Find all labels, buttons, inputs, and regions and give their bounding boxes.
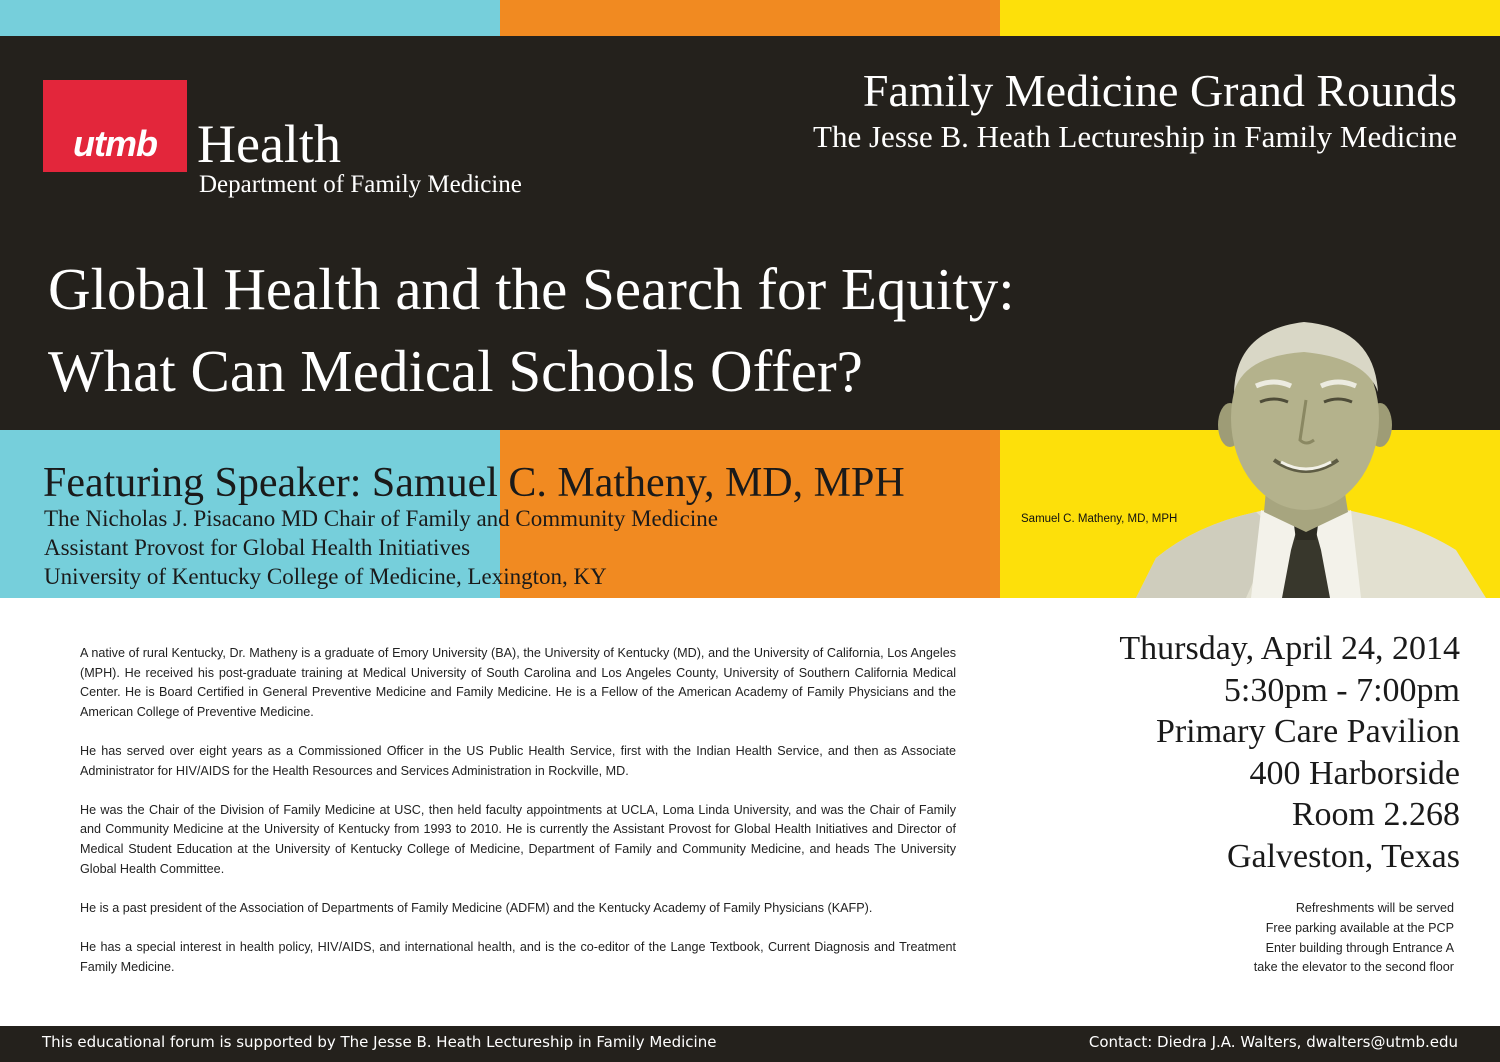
logistics-line: Free parking available at the PCP — [1265, 920, 1454, 935]
event-venue: Primary Care Pavilion — [1155, 713, 1460, 750]
logistics-line: Refreshments will be served — [1295, 901, 1454, 915]
department-name: Department of Family Medicine — [199, 171, 522, 198]
speaker-title-line: Assistant Provost for Global Health Initiatives — [44, 535, 471, 560]
utmb-logo — [43, 80, 187, 172]
footer-contact: Contact: Diedra J.A. Walters, dwalters@utmb.edu — [1088, 1033, 1458, 1051]
photo-caption: Samuel C. Matheny, MD, MPH — [1021, 513, 1178, 525]
event-time: 5:30pm - 7:00pm — [1223, 671, 1460, 709]
talk-title-line-2: What Can Medical Schools Offer? — [48, 338, 863, 404]
logistics-line: take the elevator to the second floor — [1253, 960, 1454, 975]
logistics-notes — [1254, 899, 1454, 978]
bio-paragraph: He has served over eight years as a Commissioned Officer in the US Public Health Service, first with the Indian Health Service, and then as Associate Administrator for HIV/AIDS for the Health Resources and Services Administration in Rockville, MD. — [80, 743, 956, 778]
series-subtitle: The Jesse B. Heath Lectureship in Family Medicine — [813, 119, 1457, 154]
logo-mark: utmb — [73, 123, 157, 164]
top-yellow-band — [1000, 0, 1500, 36]
event-street: 400 Harborside — [1249, 754, 1460, 792]
talk-title-line-1: Global Health and the Search for Equity: — [48, 256, 1015, 322]
bio-paragraph: He is a past president of the Association of Departments of Family Medicine (ADFM) and the Kentucky Academy of Family Physicians (KAFP). — [80, 900, 873, 915]
bio-paragraph: He has a special interest in health policy, HIV/AIDS, and international health, and is the co-editor of the Lange Textbook, Current Diagnosis and Treatment Family Medicine. — [80, 939, 956, 974]
top-orange-band — [500, 0, 1000, 36]
bio-paragraph: A native of rural Kentucky, Dr. Matheny is a graduate of Emory University (BA), the University of Kentucky (MD), and the University of California, Los Angeles (MPH). He received his post-graduate training at Medical University of South Carolina and Los Angeles County, University of Southern California Medical Center. He is Board Certified in General Preventive Medicine and Family Medicine. He is a Fellow of the American Academy of Family Physicians and the American College of Preventive Medicine. — [80, 646, 956, 719]
event-date: Thursday, April 24, 2014 — [1119, 630, 1460, 667]
footer-support-text: This educational forum is supported by The Jesse B. Heath Lectureship in Family Medicine — [42, 1033, 717, 1051]
top-cyan-band — [0, 0, 500, 36]
series-title: Family Medicine Grand Rounds — [862, 65, 1457, 116]
logistics-line: Enter building through Entrance A — [1265, 940, 1454, 955]
speaker-heading: Featuring Speaker: Samuel C. Matheny, MD, MPH — [43, 460, 905, 506]
speaker-biography — [80, 644, 956, 997]
speaker-title-line: University of Kentucky College of Medicine, Lexington, KY — [44, 564, 607, 589]
logo-wordmark: Health — [197, 114, 341, 174]
event-details — [1119, 628, 1460, 877]
event-city: Galveston, Texas — [1226, 837, 1460, 875]
speaker-title-line: The Nicholas J. Pisacano MD Chair of Family and Community Medicine — [44, 506, 718, 531]
speaker-photo — [1126, 300, 1490, 598]
bio-paragraph: He was the Chair of the Division of Family Medicine at USC, then held faculty appointments at UCLA, Loma Linda University, and was the Chair of Family and Community Medicine at the University of Kentucky from 1993 to 2010. He is currently the Assistant Provost for Global Health Initiatives and Director of Medical Student Education at the University of Kentucky College of Medicine, Department of Family and Community Medicine, and heads The University Global Health Committee. — [80, 802, 956, 876]
event-room: Room 2.268 — [1291, 796, 1460, 833]
